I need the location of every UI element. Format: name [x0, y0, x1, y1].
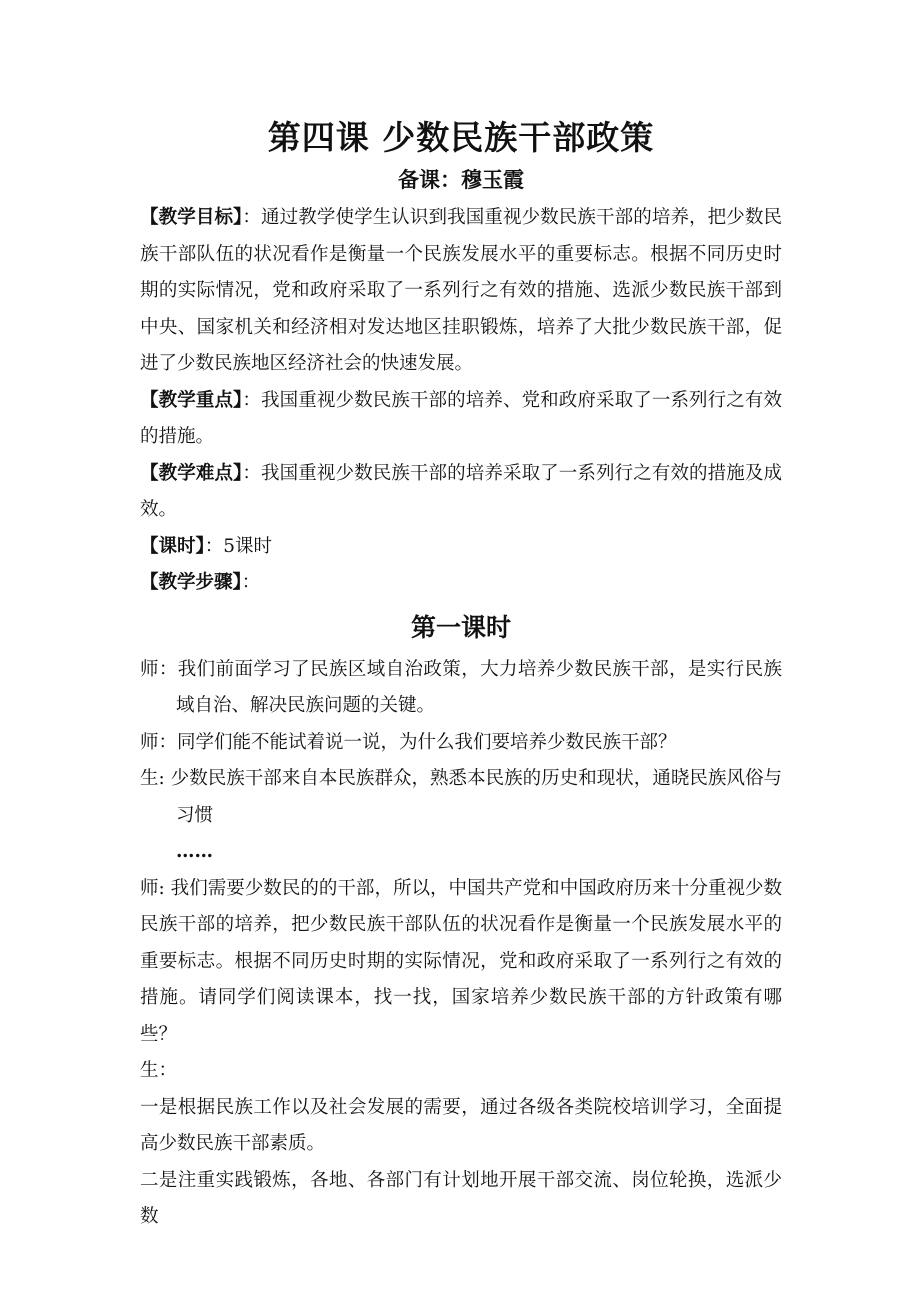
ellipsis: ……: [176, 841, 213, 862]
dialog-line: 师：我们前面学习了民族区域自治政策，大力培养少数民族干部，是实行民族域自治、解决民族问题的关键。: [140, 658, 782, 716]
author-line: 备课：穆玉霞: [398, 167, 524, 192]
lesson-title: 第四课 少数民族干部政策: [267, 118, 655, 157]
key-point-label: 【教学重点】: [140, 389, 243, 411]
steps-text: ：: [241, 572, 261, 593]
steps-label: 【教学步骤】: [140, 572, 242, 593]
key-point-text: ：我国重视少数民族干部的培养、党和政府采取了一系列行之有效的措施。: [140, 389, 782, 447]
student-answer-label: 生：: [140, 1060, 178, 1081]
difficulty-text: ：我国重视少数民族干部的培养采取了一系列行之有效的措施及成效。: [140, 462, 782, 520]
policy-point-two: 二是注重实践锻炼，各地、各部门有计划地开展干部交流、岗位轮换，选派少数: [140, 1169, 782, 1227]
objective-text: ：通过教学使学生认识到我国重视少数民族干部的培养，把少数民族干部队伍的状况看作是衡量一个民族发展水平的重要标志。根据不同历史时期的实际情况，党和政府采取了一系列行之有效的措施、选派少数民族干部到中央、国家机关和经济相对发达地区挂职锻炼，培养了大批少数民族干部，促进了少数民族地区经济社会的快速发展。: [140, 207, 782, 374]
hours-text: ：5课时: [204, 535, 273, 557]
section-title: 第一课时: [410, 612, 511, 642]
teaching-key-point: [140, 383, 782, 456]
dialog-line: 师：同学们能不能试着说一说，为什么我们要培养少数民族干部？: [140, 731, 677, 753]
difficulty-label: 【教学难点】: [140, 462, 243, 484]
objective-label: 【教学目标】: [140, 207, 243, 228]
teaching-steps: [140, 565, 782, 602]
document-page: [140, 112, 782, 1236]
teaching-objective: [140, 200, 782, 383]
policy-point-one: 一是根据民族工作以及社会发展的需要，通过各级各类院校培训学习，全面提高少数民族干部素质。: [140, 1096, 782, 1154]
class-hours: [140, 529, 782, 566]
hours-label: 【课时】: [140, 535, 205, 557]
teacher-paragraph: 师: 我们需要少数民的的干部，所以，中国共产党和中国政府历来十分重视少数民族干部的培养，把少数民族干部队伍的状况看作是衡量一个民族发展水平的重要标志。根据不同历史时期的实际情况，党和政府采取了一系列行之有效的措施。请同学们阅读课本，找一找，国家培养少数民族干部的方针政策有哪些？: [140, 877, 782, 1045]
dialog-line: 生: 少数民族干部来自本民族群众，熟悉本民族的历史和现状，通晓民族风俗与习惯: [140, 768, 782, 826]
teaching-difficulty: [140, 456, 782, 529]
